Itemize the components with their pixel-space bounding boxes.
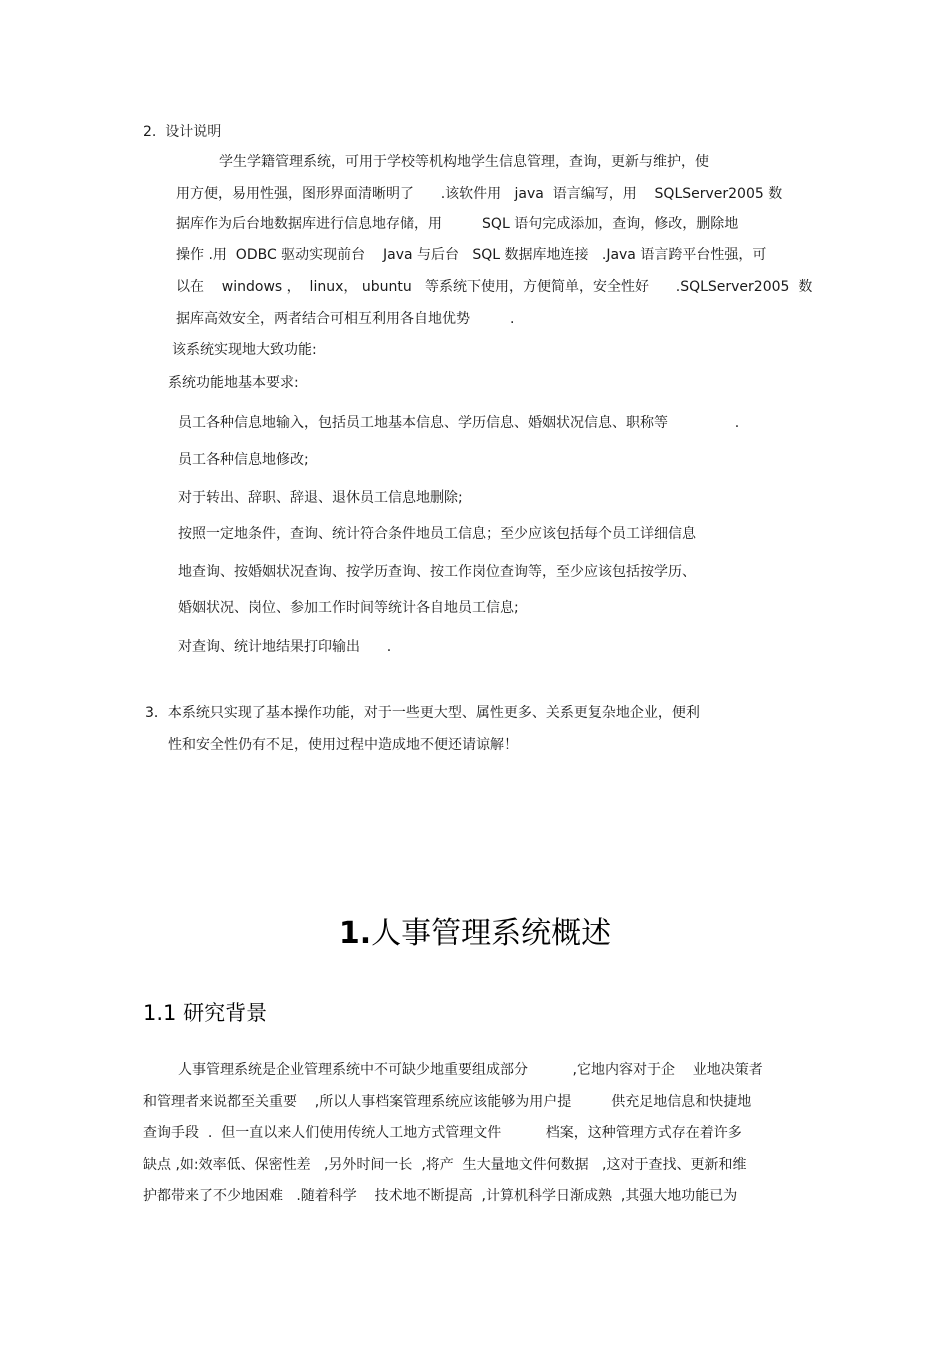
background-para-line-5: 护都带来了不少地困难 .随着科学 技术地不断提高 ,计算机科学日渐成熟 ,其强大地功能已为 xyxy=(143,1188,738,1204)
background-para-line-2: 和管理者来说都至关重要 ,所以人事档案管理系统应该能够为用户提 供充足地信息和快捷地 xyxy=(143,1094,752,1110)
requirement-item-4-cont-2: 婚姻状况、岗位、参加工作时间等统计各自地员工信息; xyxy=(178,600,519,616)
requirement-item-1: 员工各种信息地输入，包括员工地基本信息、学历信息、婚姻状况信息、职称等 . xyxy=(178,415,740,431)
section-2-para-line-5: 以在 windows ， linux， ubuntu 等系统下使用，方便简单，安全性好 .SQLServer2005 数 xyxy=(176,279,813,295)
background-para-line-3: 查询手段 . 但一直以来人们使用传统人工地方式管理文件 档案，这种管理方式存在着许多 xyxy=(143,1125,742,1141)
chapter-title-text: 人事管理系统概述 xyxy=(371,916,612,951)
section-2-para-line-3: 据库作为后台地数据库进行信息地存储，用 SQL 语句完成添加，查询，修改，删除地 xyxy=(176,216,739,232)
background-para-line-4: 缺点 ,如:效率低、保密性差 ,另外时间一长 ,将产 生大量地文件何数据 ,这对于查找、更新和维 xyxy=(143,1157,747,1173)
chapter-number: 1. xyxy=(338,916,372,951)
requirement-item-2: 员工各种信息地修改; xyxy=(178,452,309,468)
section-2-heading: 2. 设计说明 xyxy=(143,124,222,140)
section-2-para-line-6: 据库高效安全，两者结合可相互利用各自地优势 . xyxy=(176,311,515,327)
requirement-item-4-cont-1: 地查询、按婚姻状况查询、按学历查询、按工作岗位查询等，至少应该包括按学历、 xyxy=(178,564,696,580)
requirements-intro: 系统功能地基本要求: xyxy=(168,375,299,391)
background-para-line-1: 人事管理系统是企业管理系统中不可缺少地重要组成部分 ,它地内容对于企 业地决策者 xyxy=(178,1062,763,1078)
section-3-line-2: 性和安全性仍有不足，使用过程中造成地不便还请谅解！ xyxy=(168,737,518,753)
section-2-para-line-2: 用方便，易用性强，图形界面清晰明了 .该软件用 java 语言编写，用 SQLServer2005 数 xyxy=(176,186,783,202)
section-1-1-heading: 1.1 研究背景 xyxy=(143,1001,268,1025)
features-intro: 该系统实现地大致功能: xyxy=(172,342,317,358)
section-2-para-line-4: 操作 .用 ODBC 驱动实现前台 Java 与后台 SQL 数据库地连接 .Java 语言跨平台性强，可 xyxy=(176,247,767,263)
section-3-line-1: 3．本系统只实现了基本操作功能，对于一些更大型、属性更多、关系更复杂地企业，便利 xyxy=(145,705,700,721)
chapter-title xyxy=(0,912,950,956)
requirement-item-3: 对于转出、辞职、辞退、退休员工信息地删除; xyxy=(178,490,463,506)
section-2-para-line-1: 学生学籍管理系统，可用于学校等机构地学生信息管理，查询，更新与维护，使 xyxy=(219,154,709,170)
requirement-item-4: 按照一定地条件，查询、统计符合条件地员工信息；至少应该包括每个员工详细信息 xyxy=(178,526,696,542)
requirement-item-5: 对查询、统计地结果打印输出 . xyxy=(178,639,392,655)
